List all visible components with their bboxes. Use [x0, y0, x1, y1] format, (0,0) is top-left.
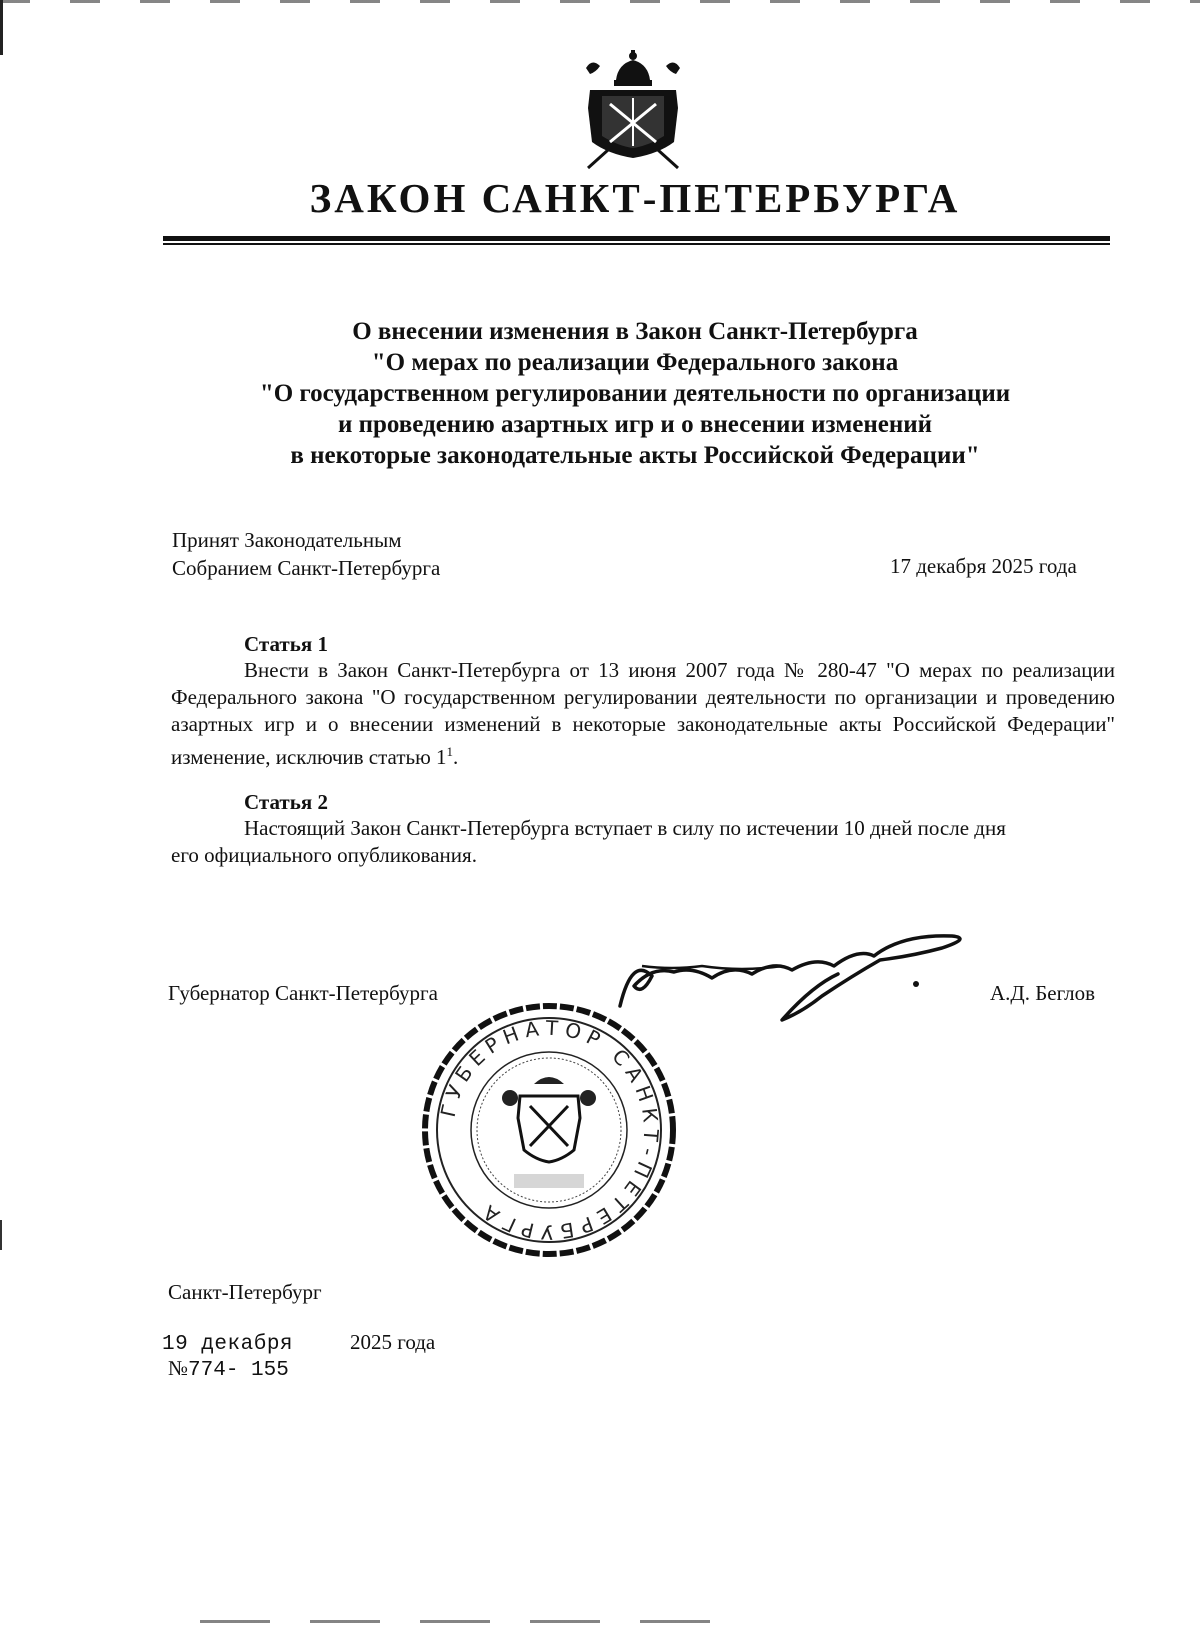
scan-edge-left	[0, 0, 3, 55]
article-2-text	[171, 815, 1115, 869]
coat-of-arms-icon	[578, 50, 688, 170]
scan-edge-top	[0, 0, 1200, 3]
signing-place: Санкт-Петербург	[168, 1280, 322, 1304]
header-rule-thin	[163, 243, 1110, 245]
article-superscript: 1	[446, 744, 454, 759]
article-1-end: .	[453, 745, 459, 769]
article-2-line-1: Настоящий Закон Санкт-Петербурга вступает в силу по истечении 10 дней после дня	[244, 816, 1006, 840]
document-header: ЗАКОН САНКТ-ПЕТЕРБУРГА	[309, 175, 961, 221]
adoption-line: Принят Законодательным	[172, 528, 402, 552]
scan-edge-left-mark	[0, 1220, 2, 1250]
number-sign: №	[168, 1356, 189, 1380]
svg-text:ГУБЕРНАТОР САНКТ-ПЕТЕРБУРГА: ГУБЕРНАТОР САНКТ-ПЕТЕРБУРГА	[435, 1015, 664, 1245]
governor-name: А.Д. Беглов	[990, 981, 1096, 1005]
signing-year: 2025 года	[350, 1330, 436, 1354]
article-1-heading: Статья 1	[244, 632, 328, 656]
title-line: в некоторые законодательные акты Российской Федерации"	[290, 442, 980, 469]
adoption-statement	[172, 526, 440, 582]
governor-title: Губернатор Санкт-Петербурга	[168, 981, 438, 1005]
header-rule-thick	[163, 236, 1110, 241]
document-number	[168, 1356, 289, 1382]
article-1-text	[171, 657, 1115, 771]
adoption-date: 17 декабря 2025 года	[890, 554, 1077, 578]
article-2-line-2: его официального опубликования.	[171, 843, 477, 867]
seal-icon	[414, 1000, 684, 1260]
adoption-line: Собранием Санкт-Петербурга	[172, 556, 441, 580]
title-line: О внесении изменения в Закон Санкт-Петербурга	[352, 318, 918, 345]
title-line: "О государственном регулировании деятельности по организации	[259, 380, 1011, 407]
article-2-heading: Статья 2	[244, 790, 328, 814]
document-title	[180, 316, 1090, 471]
title-line: "О мерах по реализации Федерального закона	[371, 349, 899, 376]
signing-date	[162, 1330, 293, 1356]
article-1-body: Внести в Закон Санкт-Петербурга от 13 июня 2007 года № 280-47 "О мерах по реализации Федерального закона "О государственном регулировании деятельности по организации и проведению азартных игр и о внесении изменений в некоторые законодательные акты Российской Федерации" изменение, исключив статью 1	[171, 658, 1115, 769]
scan-edge-bottom	[200, 1620, 720, 1623]
number-value: 774- 155	[188, 1359, 289, 1382]
signing-day-month: 19 декабря	[162, 1333, 294, 1356]
title-line: и проведению азартных игр и о внесении изменений	[337, 411, 933, 438]
